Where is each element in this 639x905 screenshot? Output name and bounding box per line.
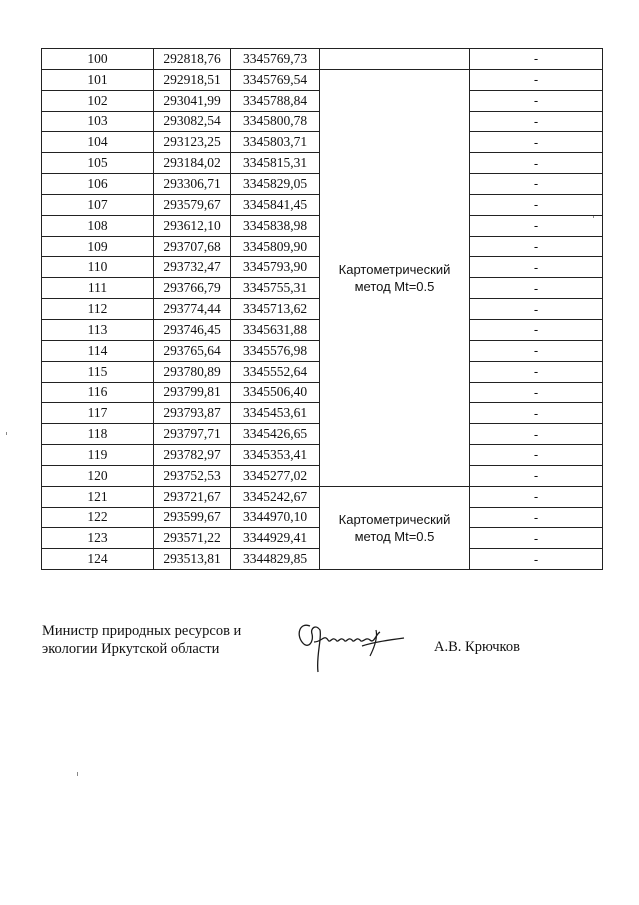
x-coordinate-cell: 293765,64 <box>154 340 231 361</box>
minister-title-line-1: Министр природных ресурсов и <box>42 623 242 639</box>
minister-title <box>42 622 241 658</box>
x-coordinate-cell: 293612,10 <box>154 215 231 236</box>
point-number-cell: 108 <box>42 215 154 236</box>
note-cell: - <box>470 424 603 445</box>
y-coordinate-cell: 3345453,61 <box>231 403 320 424</box>
note-cell: - <box>470 382 603 403</box>
x-coordinate-cell: 293571,22 <box>154 528 231 549</box>
y-coordinate-cell: 3345631,88 <box>231 319 320 340</box>
note-cell: - <box>470 194 603 215</box>
method-text-line: метод Mt=0.5 <box>354 528 435 544</box>
table-row <box>42 49 603 70</box>
note-cell: - <box>470 236 603 257</box>
x-coordinate-cell: 293513,81 <box>154 549 231 570</box>
point-number-cell: 117 <box>42 403 154 424</box>
point-number-cell: 112 <box>42 299 154 320</box>
scan-speck <box>6 432 7 435</box>
y-coordinate-cell: 3345788,84 <box>231 90 320 111</box>
note-cell: - <box>470 132 603 153</box>
x-coordinate-cell: 293774,44 <box>154 299 231 320</box>
x-coordinate-cell: 293082,54 <box>154 111 231 132</box>
point-number-cell: 100 <box>42 49 154 70</box>
note-cell: - <box>470 257 603 278</box>
y-coordinate-cell: 3344829,85 <box>231 549 320 570</box>
point-number-cell: 120 <box>42 465 154 486</box>
x-coordinate-cell: 293599,67 <box>154 507 231 528</box>
point-number-cell: 107 <box>42 194 154 215</box>
point-number-cell: 115 <box>42 361 154 382</box>
point-number-cell: 104 <box>42 132 154 153</box>
point-number-cell: 114 <box>42 340 154 361</box>
point-number-cell: 113 <box>42 319 154 340</box>
y-coordinate-cell: 3345769,54 <box>231 69 320 90</box>
y-coordinate-cell: 3345829,05 <box>231 174 320 195</box>
scan-speck <box>77 772 78 776</box>
y-coordinate-cell: 3345841,45 <box>231 194 320 215</box>
note-cell: - <box>470 153 603 174</box>
x-coordinate-cell: 293041,99 <box>154 90 231 111</box>
method-cell <box>320 49 470 70</box>
point-number-cell: 116 <box>42 382 154 403</box>
point-number-cell: 111 <box>42 278 154 299</box>
point-number-cell: 110 <box>42 257 154 278</box>
method-text-line: Картометрический <box>338 261 451 277</box>
table-row <box>42 486 603 507</box>
note-cell: - <box>470 174 603 195</box>
note-cell: - <box>470 465 603 486</box>
x-coordinate-cell: 293306,71 <box>154 174 231 195</box>
x-coordinate-cell: 293707,68 <box>154 236 231 257</box>
point-number-cell: 122 <box>42 507 154 528</box>
note-cell: - <box>470 361 603 382</box>
x-coordinate-cell: 293782,97 <box>154 445 231 466</box>
x-coordinate-cell: 293123,25 <box>154 132 231 153</box>
method-cell <box>320 486 470 569</box>
y-coordinate-cell: 3345769,73 <box>231 49 320 70</box>
point-number-cell: 109 <box>42 236 154 257</box>
coordinates-table-body <box>42 49 603 570</box>
y-coordinate-cell: 3345426,65 <box>231 424 320 445</box>
note-cell: - <box>470 549 603 570</box>
point-number-cell: 101 <box>42 69 154 90</box>
method-cell <box>320 69 470 486</box>
note-cell: - <box>470 90 603 111</box>
signature-block <box>42 620 582 690</box>
y-coordinate-cell: 3345809,90 <box>231 236 320 257</box>
note-cell: - <box>470 507 603 528</box>
y-coordinate-cell: 3345800,78 <box>231 111 320 132</box>
x-coordinate-cell: 293793,87 <box>154 403 231 424</box>
point-number-cell: 105 <box>42 153 154 174</box>
point-number-cell: 118 <box>42 424 154 445</box>
scan-speck <box>593 216 594 218</box>
x-coordinate-cell: 293184,02 <box>154 153 231 174</box>
x-coordinate-cell: 293766,79 <box>154 278 231 299</box>
y-coordinate-cell: 3345242,67 <box>231 486 320 507</box>
note-cell: - <box>470 403 603 424</box>
note-cell: - <box>470 486 603 507</box>
point-number-cell: 103 <box>42 111 154 132</box>
handwritten-signature <box>292 612 412 682</box>
y-coordinate-cell: 3345506,40 <box>231 382 320 403</box>
x-coordinate-cell: 293780,89 <box>154 361 231 382</box>
note-cell: - <box>470 445 603 466</box>
point-number-cell: 121 <box>42 486 154 507</box>
method-text-line: Картометрический <box>338 511 451 527</box>
y-coordinate-cell: 3345838,98 <box>231 215 320 236</box>
x-coordinate-cell: 292818,76 <box>154 49 231 70</box>
note-cell: - <box>470 528 603 549</box>
note-cell: - <box>470 278 603 299</box>
note-cell: - <box>470 215 603 236</box>
note-cell: - <box>470 299 603 320</box>
y-coordinate-cell: 3345803,71 <box>231 132 320 153</box>
x-coordinate-cell: 293797,71 <box>154 424 231 445</box>
y-coordinate-cell: 3345713,62 <box>231 299 320 320</box>
point-number-cell: 106 <box>42 174 154 195</box>
x-coordinate-cell: 293799,81 <box>154 382 231 403</box>
y-coordinate-cell: 3345793,90 <box>231 257 320 278</box>
note-cell: - <box>470 69 603 90</box>
y-coordinate-cell: 3345755,31 <box>231 278 320 299</box>
x-coordinate-cell: 293579,67 <box>154 194 231 215</box>
y-coordinate-cell: 3344970,10 <box>231 507 320 528</box>
x-coordinate-cell: 293752,53 <box>154 465 231 486</box>
minister-name: А.В. Крючков <box>434 639 520 655</box>
point-number-cell: 123 <box>42 528 154 549</box>
y-coordinate-cell: 3345576,98 <box>231 340 320 361</box>
y-coordinate-cell: 3344929,41 <box>231 528 320 549</box>
note-cell: - <box>470 111 603 132</box>
note-cell: - <box>470 319 603 340</box>
x-coordinate-cell: 293732,47 <box>154 257 231 278</box>
coordinates-table <box>41 48 603 570</box>
table-row <box>42 69 603 90</box>
minister-title-line-2: экологии Иркутской области <box>42 641 220 657</box>
point-number-cell: 119 <box>42 445 154 466</box>
y-coordinate-cell: 3345277,02 <box>231 465 320 486</box>
note-cell: - <box>470 340 603 361</box>
point-number-cell: 124 <box>42 549 154 570</box>
method-text-line: метод Mt=0.5 <box>354 278 435 294</box>
y-coordinate-cell: 3345552,64 <box>231 361 320 382</box>
x-coordinate-cell: 292918,51 <box>154 69 231 90</box>
point-number-cell: 102 <box>42 90 154 111</box>
x-coordinate-cell: 293721,67 <box>154 486 231 507</box>
y-coordinate-cell: 3345815,31 <box>231 153 320 174</box>
note-cell: - <box>470 49 603 70</box>
y-coordinate-cell: 3345353,41 <box>231 445 320 466</box>
x-coordinate-cell: 293746,45 <box>154 319 231 340</box>
